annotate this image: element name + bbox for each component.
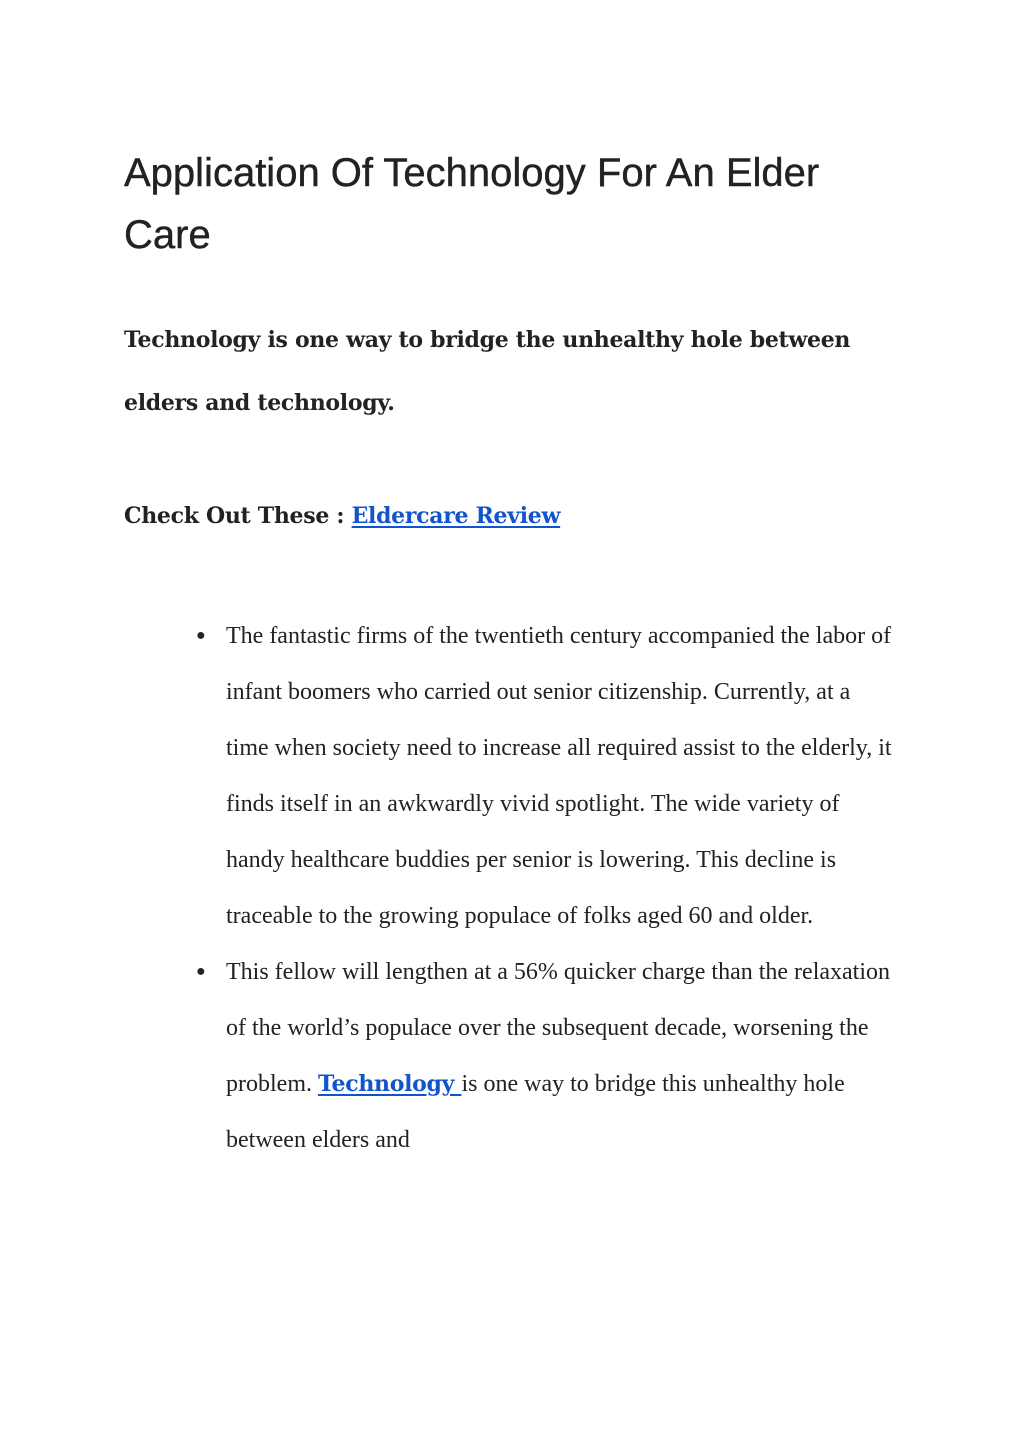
bullet-icon: ● <box>196 627 206 644</box>
bullet-list <box>196 608 896 1168</box>
technology-link[interactable]: Technology <box>317 1071 462 1097</box>
page-title: Application Of Technology For An Elder Care <box>124 151 820 257</box>
list-item <box>196 944 896 1168</box>
list-item <box>196 608 896 944</box>
list-item-text: The fantastic firms of the twentieth century accompanied the labor of infant boomers who carried out senior citizenship. Currently, at a time when society need to increase all required assist to the elderly, it finds itself in an awkwardly vivid spotlight. The wide variety of handy healthcare buddies per senior is lowering. This decline is traceable to the growing populace of folks aged 60 and older. <box>226 623 892 929</box>
list-item-text-after: is one way to bridge this unhealthy hole between elders and <box>226 1071 845 1153</box>
list-item-text-before: This fellow will lengthen at a 56% quicker charge than the relaxation of the world’s populace over the subsequent decade, worsening the problem. <box>226 959 890 1097</box>
eldercare-review-link[interactable]: Eldercare Review <box>351 503 561 529</box>
check-out-line <box>124 494 560 538</box>
bullet-icon: ● <box>196 963 206 980</box>
subtitle: Technology is one way to bridge the unhealthy hole between elders and technology. <box>124 327 851 416</box>
check-out-label: Check Out These : <box>124 503 352 529</box>
